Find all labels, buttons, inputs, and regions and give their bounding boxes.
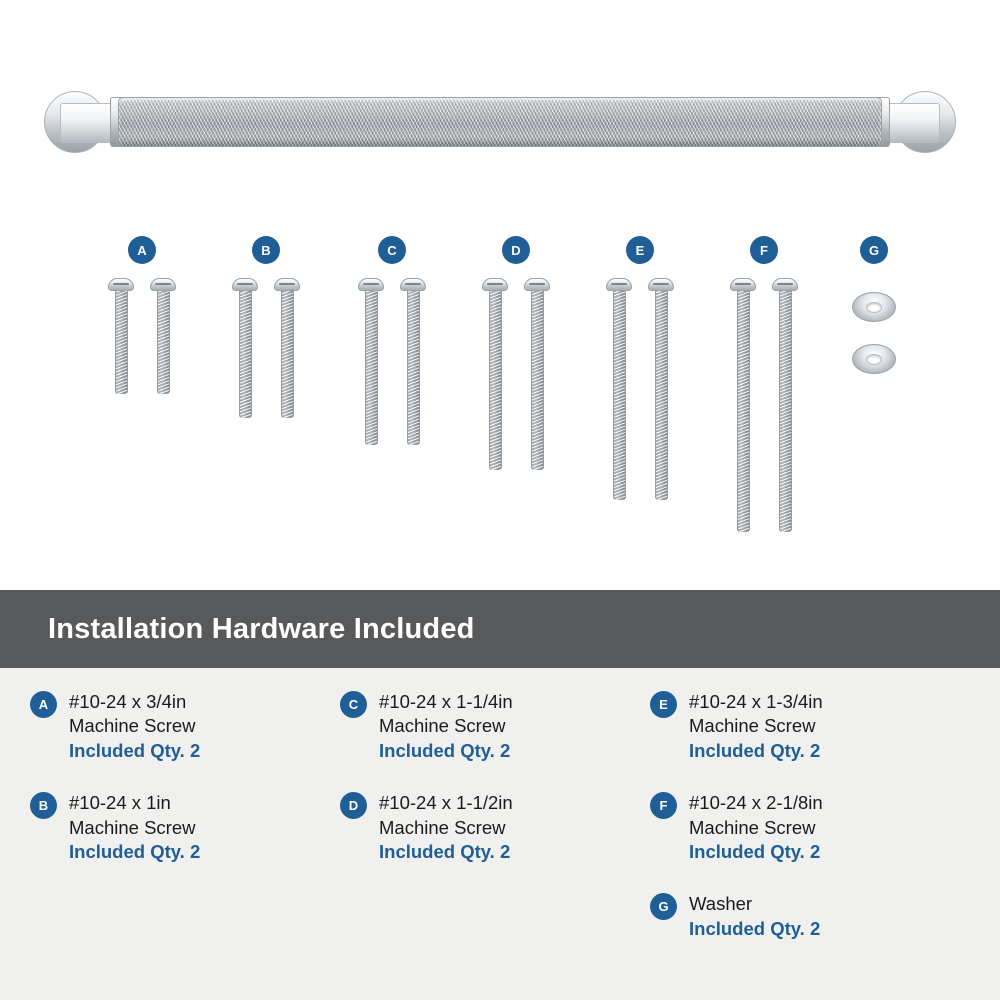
- hardware-spec: #10-24 x 1-3/4in: [689, 691, 823, 712]
- screw-shank: [737, 290, 750, 532]
- hardware-type: Machine Screw: [379, 816, 506, 838]
- screw-head: [150, 278, 176, 291]
- hardware-type: Machine Screw: [689, 816, 816, 838]
- hardware-badge-e: E: [650, 691, 677, 718]
- hardware-item-f: [650, 791, 960, 864]
- screw-head: [482, 278, 508, 291]
- hardware-qty: Included Qty. 2: [379, 739, 511, 761]
- hardware-qty: Included Qty. 2: [689, 739, 821, 761]
- diagram-badge-a: A: [128, 236, 156, 264]
- hardware-spec: #10-24 x 3/4in: [69, 691, 187, 712]
- screw-shank: [531, 290, 544, 470]
- pull-knurled-bar: [118, 97, 882, 147]
- cabinet-pull-image: [40, 85, 960, 165]
- hardware-text: [379, 791, 513, 864]
- screw-shank: [655, 290, 668, 500]
- screw-head: [606, 278, 632, 291]
- diagram-group-f: [730, 236, 798, 532]
- diagram-badge-d: D: [502, 236, 530, 264]
- screw-shank: [407, 290, 420, 445]
- washer-hole: [866, 302, 882, 313]
- hardware-text: [69, 690, 200, 763]
- hardware-spec: #10-24 x 2-1/8in: [689, 792, 823, 814]
- hardware-text: [689, 892, 820, 941]
- screw-shank: [239, 290, 252, 418]
- hardware-column-3: [650, 690, 960, 969]
- screw-pair-e: [606, 278, 674, 500]
- screw-shank: [157, 290, 170, 394]
- hardware-item-d: [340, 791, 650, 864]
- screw-e-1: [606, 278, 632, 500]
- hardware-qty: Included Qty. 2: [689, 841, 821, 863]
- screw-pair-d: [482, 278, 550, 470]
- hardware-spec: #10-24 x 1-1/2in: [379, 792, 513, 814]
- hardware-spec: Washer: [689, 893, 753, 915]
- panel-title: Installation Hardware Included: [48, 612, 475, 645]
- diagram-badge-b: B: [252, 236, 280, 264]
- washer-1: [852, 292, 896, 322]
- screw-a-2: [150, 278, 176, 394]
- screw-pair-a: [108, 278, 176, 394]
- screw-c-1: [358, 278, 384, 445]
- hardware-column-1: [30, 690, 340, 969]
- diagram-badge-g: G: [860, 236, 888, 264]
- washer-2: [852, 344, 896, 374]
- screw-shank: [613, 290, 626, 500]
- screw-head: [730, 278, 756, 291]
- hardware-badge-g: G: [650, 893, 677, 920]
- diagram-group-b: [232, 236, 300, 418]
- hardware-item-g: [650, 892, 960, 941]
- hardware-badge-d: D: [340, 792, 367, 819]
- screw-d-2: [524, 278, 550, 470]
- hardware-qty: Included Qty. 2: [69, 841, 201, 863]
- hardware-qty: Included Qty. 2: [69, 739, 201, 761]
- hardware-column-2: [340, 690, 650, 969]
- screw-a-1: [108, 278, 134, 394]
- diagram-badge-c: C: [378, 236, 406, 264]
- screw-head: [274, 278, 300, 291]
- hardware-text: [379, 690, 513, 763]
- screw-shank: [115, 290, 128, 394]
- screw-head: [108, 278, 134, 291]
- hardware-text: [69, 791, 200, 864]
- washer-pair: [852, 292, 896, 396]
- screw-shank: [281, 290, 294, 418]
- screw-pair-f: [730, 278, 798, 532]
- screw-shank: [365, 290, 378, 445]
- hardware-spec: #10-24 x 1-1/4in: [379, 691, 513, 712]
- hardware-spec: #10-24 x 1in: [69, 792, 171, 814]
- screw-d-1: [482, 278, 508, 470]
- hardware-badge-b: B: [30, 792, 57, 819]
- screw-e-2: [648, 278, 674, 500]
- washer-hole: [866, 354, 882, 365]
- diagram-group-a: [108, 236, 176, 394]
- hardware-text: [689, 791, 823, 864]
- hardware-type: Machine Screw: [379, 715, 506, 737]
- screw-pair-c: [358, 278, 426, 445]
- hardware-columns: [30, 690, 960, 969]
- diagram-badge-f: F: [750, 236, 778, 264]
- screw-shank: [489, 290, 502, 470]
- diagram-group-e: [606, 236, 674, 500]
- hardware-type: Machine Screw: [69, 715, 196, 737]
- hardware-item-c: [340, 690, 650, 763]
- screw-shank: [779, 290, 792, 532]
- screw-head: [400, 278, 426, 291]
- hardware-type: Machine Screw: [69, 816, 196, 838]
- hardware-badge-f: F: [650, 792, 677, 819]
- screw-head: [358, 278, 384, 291]
- screw-b-2: [274, 278, 300, 418]
- installation-hardware-header: [0, 590, 1000, 668]
- hardware-item-e: [650, 690, 960, 763]
- screw-head: [232, 278, 258, 291]
- hardware-text: [689, 690, 823, 763]
- screw-head: [648, 278, 674, 291]
- hardware-qty: Included Qty. 2: [379, 841, 511, 863]
- screw-f-2: [772, 278, 798, 532]
- diagram-group-d: [482, 236, 550, 470]
- screw-b-1: [232, 278, 258, 418]
- hardware-badge-a: A: [30, 691, 57, 718]
- diagram-group-g: [852, 236, 896, 396]
- screw-c-2: [400, 278, 426, 445]
- diagram-group-c: [358, 236, 426, 445]
- hardware-item-a: [30, 690, 340, 763]
- hardware-badge-c: C: [340, 691, 367, 718]
- hardware-item-b: [30, 791, 340, 864]
- diagram-badge-e: E: [626, 236, 654, 264]
- screw-head: [772, 278, 798, 291]
- installation-hardware-body: [0, 668, 1000, 1000]
- screw-head: [524, 278, 550, 291]
- screw-f-1: [730, 278, 756, 532]
- hardware-qty: Included Qty. 2: [689, 917, 821, 939]
- hardware-type: Machine Screw: [689, 715, 816, 737]
- screw-pair-b: [232, 278, 300, 418]
